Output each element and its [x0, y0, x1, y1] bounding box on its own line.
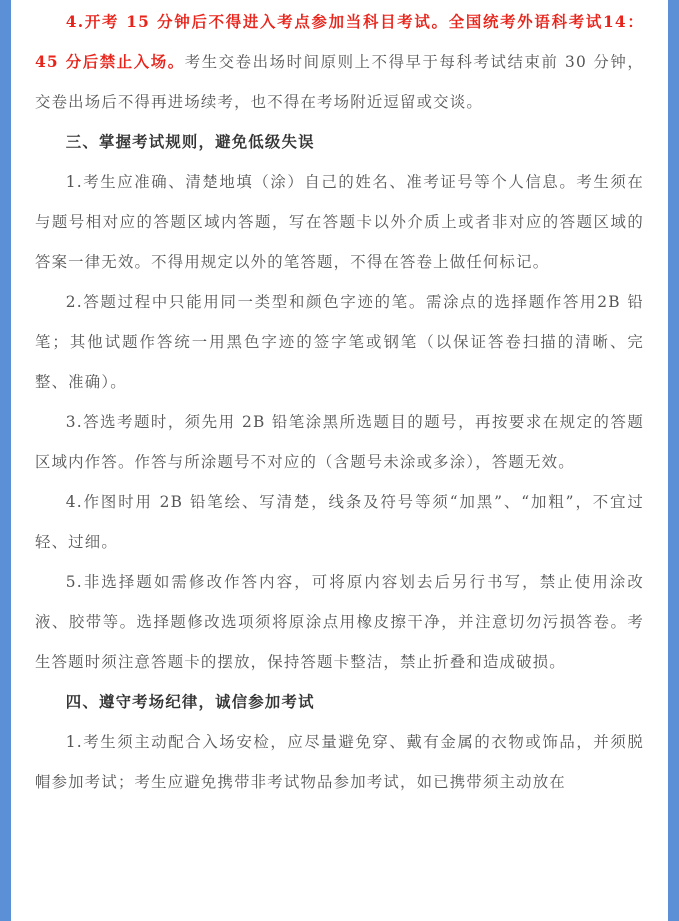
exit-time-rule: 考生交卷出场时间原则上不得早于每科考试结束前 30 分钟，交卷出场后不得再进场续考，也不得在考场附近逗留或交谈。	[35, 53, 644, 111]
rule-item-4: 4.作图时用 2B 铅笔绘、写清楚，线条及符号等须“加黑”、“加粗”，不宜过轻、过细。	[35, 493, 644, 551]
section-heading-discipline: 四、遵守考场纪律，诚信参加考试	[65, 693, 315, 711]
rule-item-1: 1.考生应准确、清楚地填（涂）自己的姓名、准考证号等个人信息。考生须在与题号相对应的答题区域内答题，写在答题卡以外介质上或者非对应的答题区域的答案一律无效。不得用规定以外的笔答题，不得在答卷上做任何标记。	[35, 173, 644, 271]
right-border-bar	[668, 0, 679, 921]
late-entry-rule-highlight: 4.开考 15 分钟后不得进入考点参加当科目考试。全国统考外语科考试14：45 分后禁止入场。	[35, 13, 644, 71]
rule-item-2: 2.答题过程中只能用同一类型和颜色字迹的笔。需涂点的选择题作答用2B 铅笔；其他试题作答统一用黑色字迹的签字笔或钢笔（以保证答卷扫描的清晰、完整、准确）。	[35, 293, 644, 391]
paragraph-late-entry	[35, 2, 644, 122]
rule-item-3: 3.答选考题时，须先用 2B 铅笔涂黑所选题目的题号，再按要求在规定的答题区域内作答。作答与所涂题号不对应的（含题号未涂或多涂），答题无效。	[35, 413, 644, 471]
rule-item-5: 5.非选择题如需修改作答内容，可将原内容划去后另行书写，禁止使用涂改液、胶带等。选择题修改选项须将原涂点用橡皮擦干净，并注意切勿污损答卷。考生答题时须注意答题卡的摆放，保持答题卡整洁，禁止折叠和造成破损。	[35, 573, 644, 671]
discipline-item-1: 1.考生须主动配合入场安检，应尽量避免穿、戴有金属的衣物或饰品，并须脱帽参加考试；考生应避免携带非考试物品参加考试，如已携带须主动放在	[35, 733, 644, 791]
left-border-bar	[0, 0, 11, 921]
section-heading-exam-rules: 三、掌握考试规则，避免低级失误	[65, 133, 315, 151]
article-body	[35, 2, 644, 802]
